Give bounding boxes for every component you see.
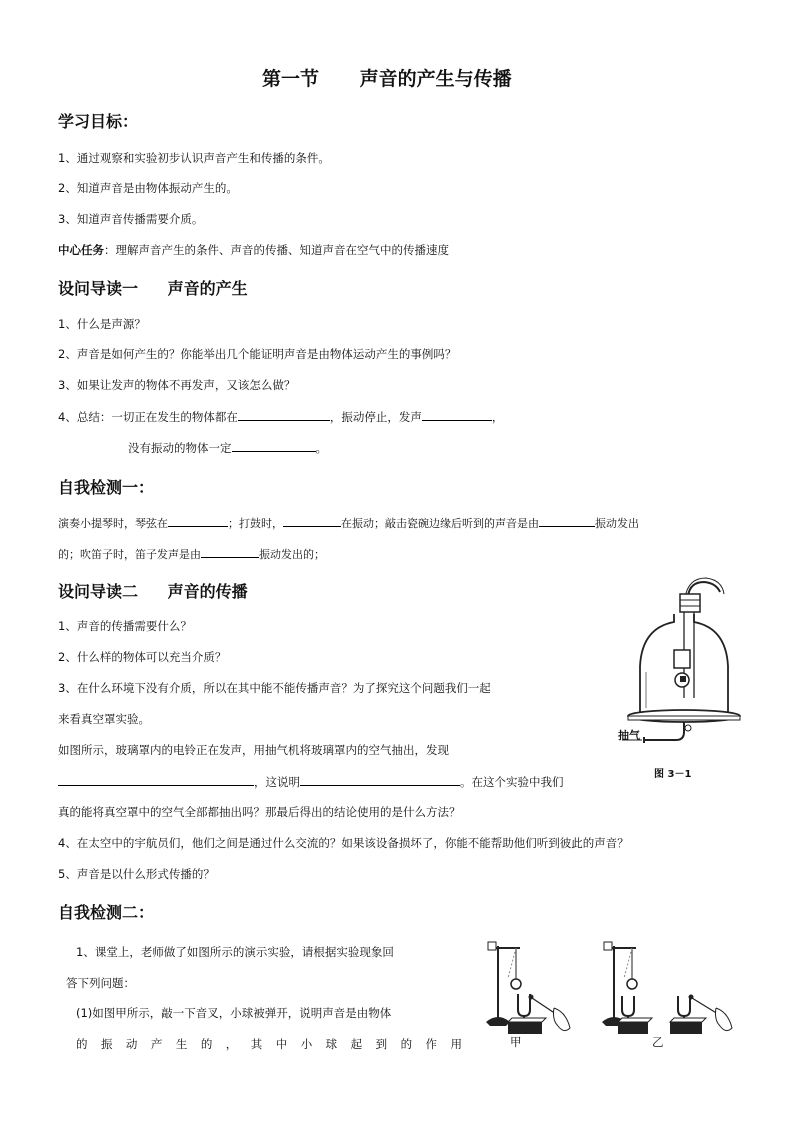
- guide1-q2: 2、声音是如何产生的？你能举出几个能证明声音是由物体运动产生的事例吗？: [58, 347, 457, 361]
- title-section: 第一节: [262, 68, 320, 90]
- goal-item: 2、知道声音是由物体振动产生的。: [58, 181, 238, 195]
- bell-jar-figure: [612, 576, 742, 776]
- guide2-para: 如图所示，玻璃罩内的电铃正在发声，用抽气机将玻璃罩内的空气抽出，发现: [58, 743, 449, 757]
- check2-line4: 的振动产生的，其中小球起到的作用: [76, 1037, 462, 1051]
- q4-text-d: 没有振动的物体一定: [128, 441, 232, 455]
- answer-blank[interactable]: [300, 773, 460, 786]
- guide2-q1: 1、声音的传播需要什么？: [58, 619, 192, 633]
- answer-blank[interactable]: [168, 514, 228, 527]
- guide1-title: 设问导读一: [58, 279, 139, 298]
- guide2-q2: 2、什么样的物体可以充当介质？: [58, 650, 227, 664]
- q4-text-b: ，振动停止，发声: [329, 410, 422, 424]
- check2-line1: 1、课堂上，老师做了如图所示的演示实验，请根据实验现象回: [76, 945, 394, 959]
- check1-text: 演奏小提琴时，琴弦在: [58, 517, 168, 530]
- check1-text: 振动发出的；: [259, 548, 325, 561]
- q4-text-a: 4、总结：一切正在发生的物体都在: [58, 410, 238, 424]
- guide2-title: 设问导读二: [58, 582, 139, 601]
- figure-label-b: 乙: [652, 1035, 664, 1049]
- guide2-subtitle: 声音的传播: [167, 582, 248, 601]
- para-text: ，这说明: [254, 775, 300, 789]
- guide1-q1: 1、什么是声源？: [58, 317, 146, 331]
- guide2-q5: 5、声音是以什么形式传播的？: [58, 867, 215, 881]
- q4-text-e: 。: [315, 441, 327, 455]
- title-topic: 声音的产生与传播: [359, 68, 512, 90]
- goals-heading: 学习目标：: [58, 112, 139, 131]
- page-title: [262, 64, 512, 91]
- tuning-fork-figure-b: [596, 938, 746, 1042]
- pump-label: 抽气: [618, 729, 640, 742]
- answer-blank[interactable]: [539, 514, 595, 527]
- center-task-label: 中心任务: [58, 243, 104, 257]
- check1-text: 振动发出: [595, 517, 639, 530]
- check1-text: 的；吹笛子时，笛子发声是由: [58, 548, 201, 561]
- center-task: [58, 242, 449, 258]
- answer-blank[interactable]: [58, 773, 254, 786]
- guide2-para-line3: 真的能将真空罩中的空气全部都抽出吗？那最后得出的结论使用的是什么方法？: [58, 805, 461, 819]
- guide2-para-line2: [58, 773, 564, 790]
- guide2-q4: 4、在太空中的宇航员们，他们之间是通过什么交流的？如果该设备损坏了，你能不能帮助他们听到彼此的声音？: [58, 836, 629, 850]
- guide1-subtitle: 声音的产生: [167, 279, 248, 298]
- check2-line3: (1)如图甲所示，敲一下音叉，小球被弹开，说明声音是由物体: [76, 1006, 392, 1020]
- guide1-heading: [58, 276, 248, 299]
- para-text: 。在这个实验中我们: [460, 775, 564, 789]
- goal-item: 1、通过观察和实验初步认识声音产生和传播的条件。: [58, 151, 330, 165]
- answer-blank[interactable]: [422, 408, 492, 421]
- guide2-heading: [58, 579, 248, 602]
- check2-line2: 答下列问题：: [66, 976, 135, 990]
- center-task-text: ：理解声音产生的条件、声音的传播、知道声音在空气中的传播速度: [104, 243, 449, 257]
- answer-blank[interactable]: [283, 514, 341, 527]
- guide1-q4: [58, 408, 503, 425]
- figure-label-a: 甲: [510, 1035, 522, 1049]
- check1-text: ；打鼓时，: [228, 517, 283, 530]
- check1-line1: [58, 514, 639, 531]
- check1-text: 在振动；敲击瓷碗边缘后听到的声音是由: [341, 517, 539, 530]
- guide2-q3: 3、在什么环境下没有介质，所以在其中能不能传播声音？为了探究这个问题我们一起: [58, 681, 491, 695]
- figure-caption: 图 3－1: [654, 769, 692, 780]
- answer-blank[interactable]: [201, 545, 259, 558]
- check2-heading: 自我检测二：: [58, 903, 155, 922]
- guide1-q4-cont: [128, 439, 327, 456]
- guide1-q3: 3、如果让发声的物体不再发声，又该怎么做？: [58, 378, 296, 392]
- check1-heading: 自我检测一：: [58, 478, 155, 497]
- tuning-fork-figure-a: [478, 938, 578, 1042]
- guide2-q3-cont: 来看真空罩实验。: [58, 712, 150, 726]
- check1-line2: [58, 545, 325, 562]
- goal-item: 3、知道声音传播需要介质。: [58, 212, 204, 226]
- answer-blank[interactable]: [238, 408, 330, 421]
- answer-blank[interactable]: [232, 439, 316, 452]
- q4-text-c: ，: [491, 410, 504, 424]
